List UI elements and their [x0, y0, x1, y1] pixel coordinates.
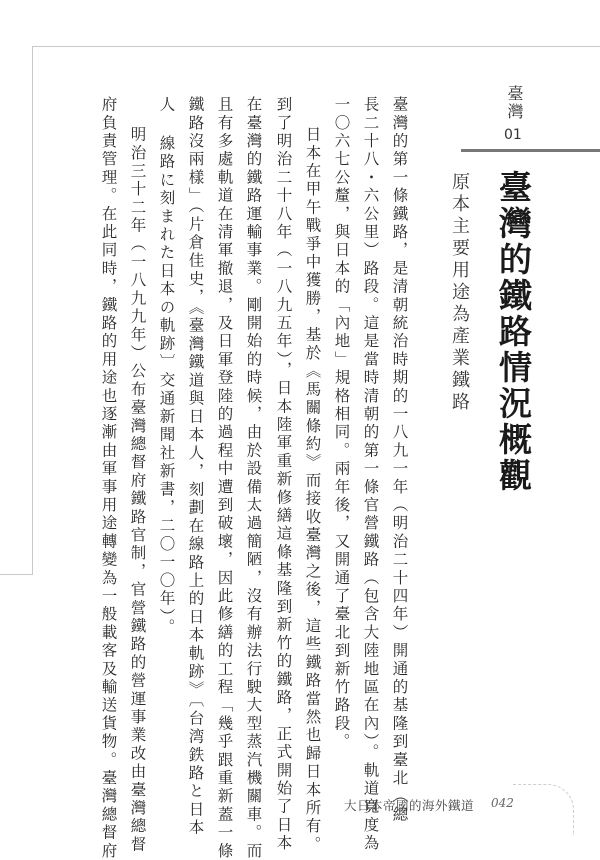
- chapter-title: 臺灣的鐵路情況概觀: [494, 170, 533, 494]
- chapter-number: 01: [504, 127, 522, 143]
- page-corner-decoration: [513, 784, 574, 835]
- title-top-rule: [461, 149, 600, 152]
- body-column: 在臺灣的鐵路運輸事業。剛開始的時候，由於設備太過簡陋，沒有辦法行駛大型蒸汽機關車。而: [244, 96, 263, 860]
- body-column: 長二十八・六公里）路段。這是當時清朝的第一條官營鐵路（包含大陸地區在內）。軌道寬度為: [361, 96, 380, 853]
- chapter-subtitle: 原本主要用途為產業鐵路: [449, 172, 470, 414]
- body-column: 到了明治二十八年（一八九五年），日本陸軍重新修繕這條基隆到新竹的鐵路，正式開始了日本: [274, 96, 293, 853]
- page-number: 042: [491, 796, 514, 810]
- body-column: 明治三十二年（一八九九年）公布臺灣總督府鐵路官制，官營鐵路的營運事業改由臺灣總督: [128, 126, 147, 854]
- chapter-name: 臺灣: [505, 85, 524, 121]
- footer-book-title: 大日本帝國的海外鐵道: [343, 798, 474, 813]
- body-column: 鐵路沒兩樣」（片倉佳史，《臺灣鐵道與日本人，刻劃在線路上的日本軌跡》〔台湾鉄路と日本: [186, 96, 205, 838]
- left-border-line: [32, 46, 33, 574]
- body-column: 一〇六七公釐，與日本的「內地」規格相同。兩年後，又開通了臺北到新竹路段。: [332, 96, 351, 752]
- top-border-line: [32, 46, 600, 47]
- body-column: 人 線路に刻まれた日本の軌跡〕交通新聞社新書，二〇一〇年）。: [157, 96, 176, 637]
- left-border-tick: [0, 574, 33, 575]
- body-column: 且有多處軌道在清軍撤退，及日軍登陸的過程中遭到破壞，因此修繕的工程「幾乎跟重新蓋一條: [215, 96, 234, 860]
- body-column: 臺灣的第一條鐵路，是清朝統治時期的一八九一年（明治二十四年）開通的基隆到臺北（總: [390, 96, 409, 824]
- body-column: 府負責管理。在此同時，鐵路的用途也逐漸由軍事用途轉變為一般載客及輸送貨物。臺灣總督府: [99, 96, 118, 860]
- body-column: 日本在甲午戰爭中獲勝，基於《馬關條約》而接收臺灣之後，這些鐵路當然也歸日本所有。: [303, 126, 322, 854]
